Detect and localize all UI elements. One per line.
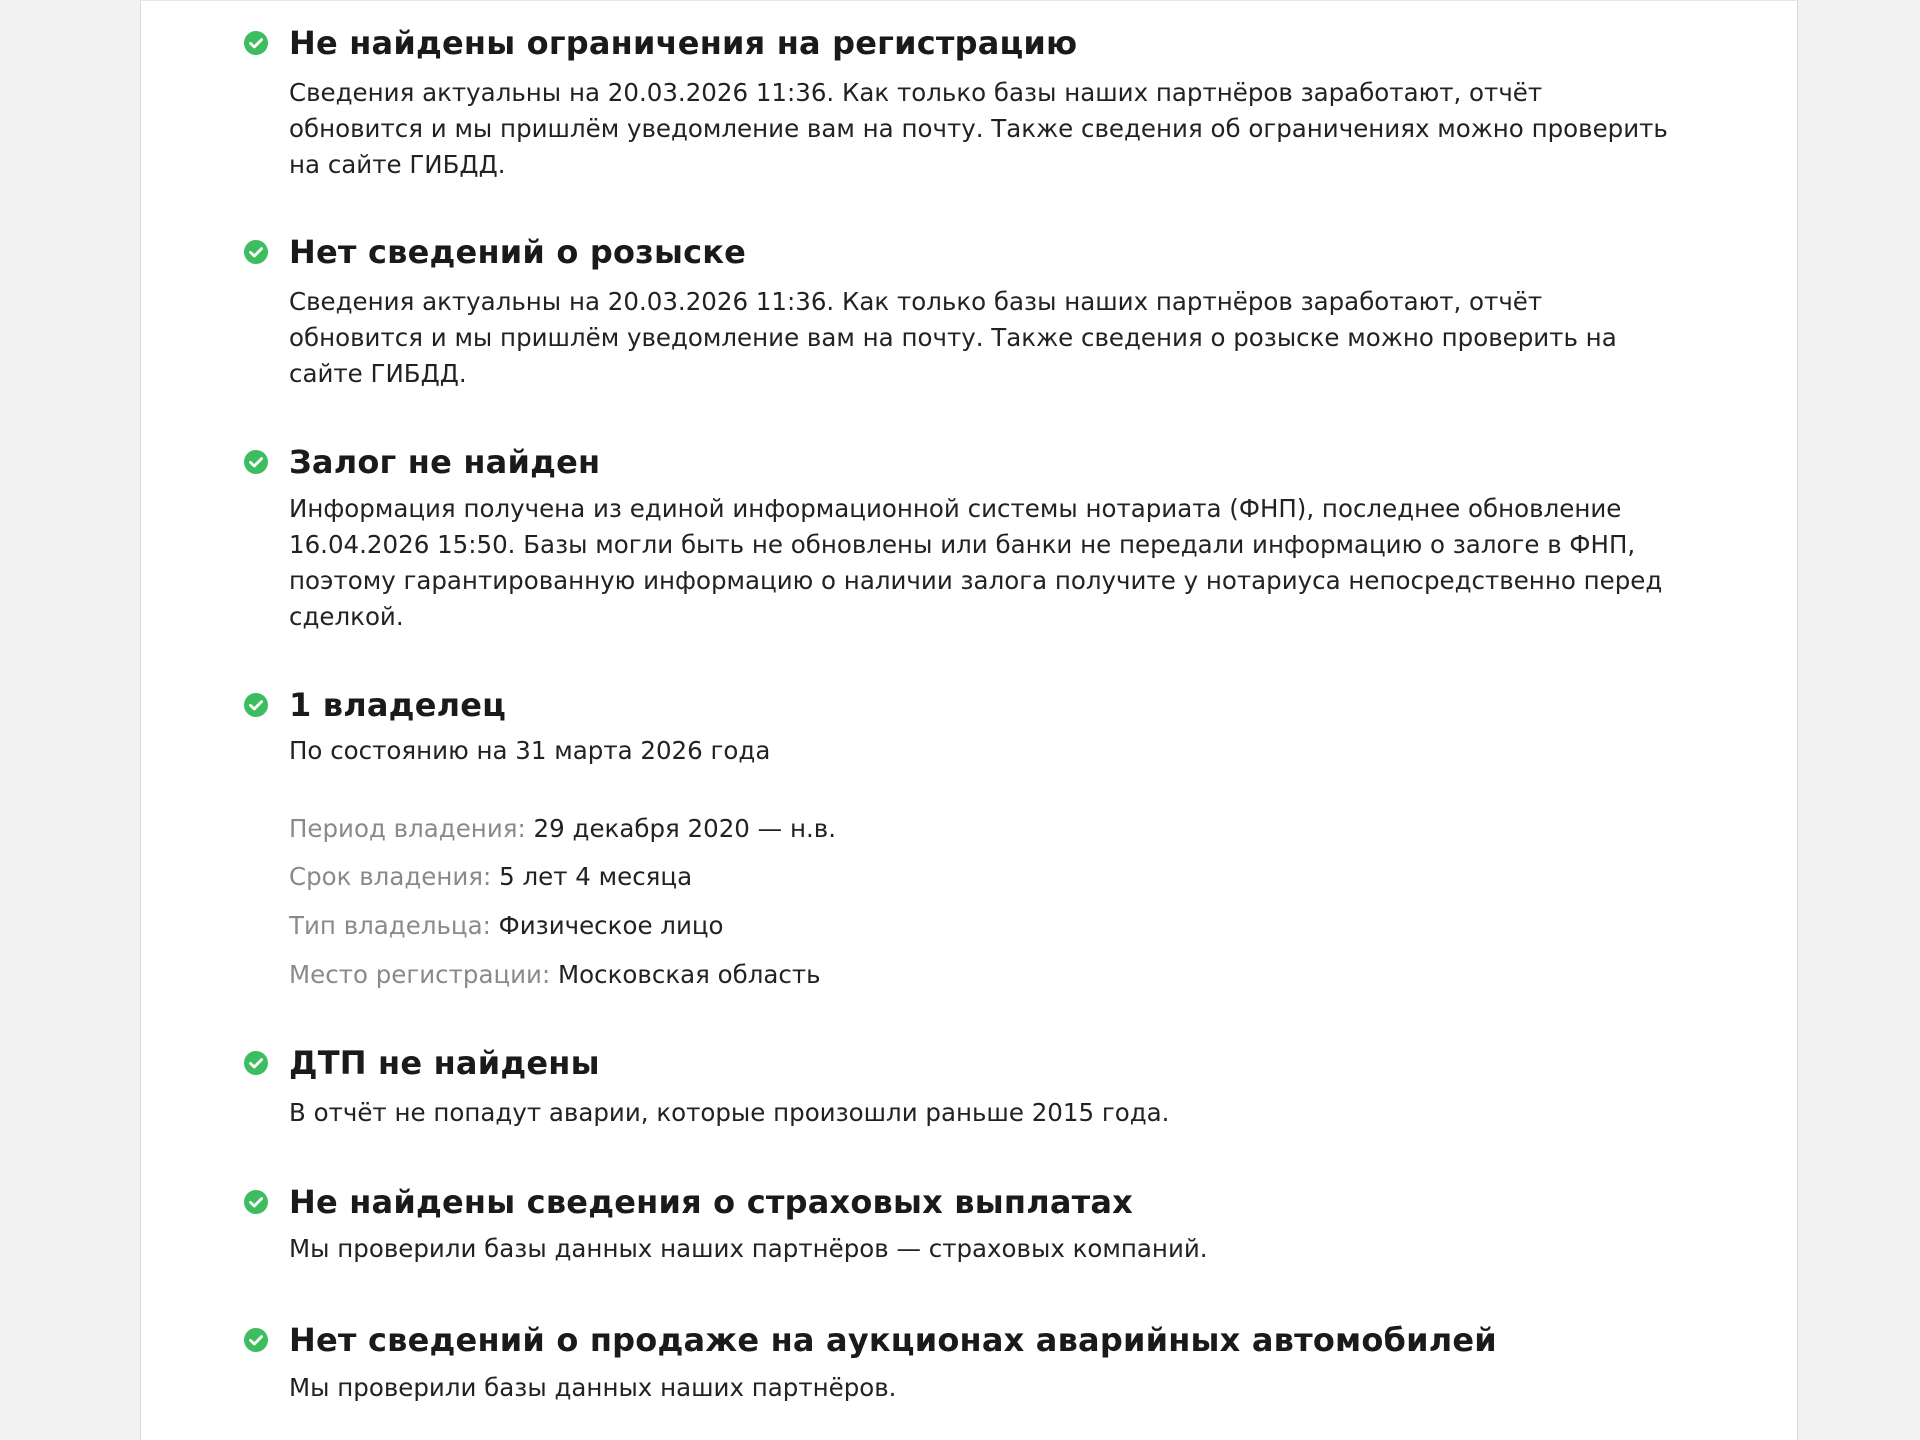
section-title: Нет сведений о розыске <box>289 233 747 271</box>
check-circle-icon <box>243 1189 269 1215</box>
check-circle-icon <box>243 1327 269 1353</box>
section-title: Не найдены ограничения на регистрацию <box>289 24 1078 62</box>
section-description: Мы проверили базы данных наших партнёров. <box>289 1373 897 1402</box>
detail-label: Срок владения: <box>289 862 492 891</box>
section-description: Сведения актуальны на 20.03.2026 11:36. Как только базы наших партнёров заработают, отчёт обновится и мы пришлём уведомление вам на почту. Также сведения об ограничениях можно проверить на сайте ГИБДД. <box>289 78 1668 179</box>
detail-value: Московская область <box>558 960 821 989</box>
detail-value: 29 декабря 2020 — н.в. <box>533 814 836 843</box>
section-description: Мы проверили базы данных наших партнёров — страховых компаний. <box>289 1234 1208 1263</box>
owners-status-date: По состоянию на 31 марта 2026 года <box>289 736 771 765</box>
section-description: Информация получена из единой информационной системы нотариата (ФНП), последнее обновление 16.04.2026 15:50. Базы могли быть не обновлены или банки не передали информацию о залоге в ФНП, поэтому гарантированную информацию о наличии залога получите у нотариуса непосредственно перед сделкой. <box>289 494 1663 631</box>
owner-detail-owner-type <box>289 910 724 942</box>
detail-label: Период владения: <box>289 814 526 843</box>
section-title: Залог не найден <box>289 443 601 481</box>
owner-detail-ownership-period <box>289 813 836 845</box>
check-circle-icon <box>243 692 269 718</box>
owner-detail-registration-place <box>289 959 821 991</box>
owner-detail-ownership-duration <box>289 861 692 893</box>
detail-value: 5 лет 4 месяца <box>499 862 693 891</box>
section-description: Сведения актуальны на 20.03.2026 11:36. Как только базы наших партнёров заработают, отчёт обновится и мы пришлём уведомление вам на почту. Также сведения о розыске можно проверить на сайте ГИБДД. <box>289 287 1617 388</box>
section-title: Не найдены сведения о страховых выплатах <box>289 1183 1134 1221</box>
check-circle-icon <box>243 449 269 475</box>
check-circle-icon <box>243 239 269 265</box>
detail-label: Место регистрации: <box>289 960 551 989</box>
section-title: 1 владелец <box>289 686 507 724</box>
section-description: В отчёт не попадут аварии, которые произошли раньше 2015 года. <box>289 1098 1170 1127</box>
check-circle-icon <box>243 30 269 56</box>
report-page <box>140 0 1798 1440</box>
section-title: Нет сведений о продаже на аукционах аварийных автомобилей <box>289 1321 1497 1359</box>
check-circle-icon <box>243 1050 269 1076</box>
detail-label: Тип владельца: <box>289 911 491 940</box>
section-title: ДТП не найдены <box>289 1044 600 1082</box>
detail-value: Физическое лицо <box>498 911 724 940</box>
